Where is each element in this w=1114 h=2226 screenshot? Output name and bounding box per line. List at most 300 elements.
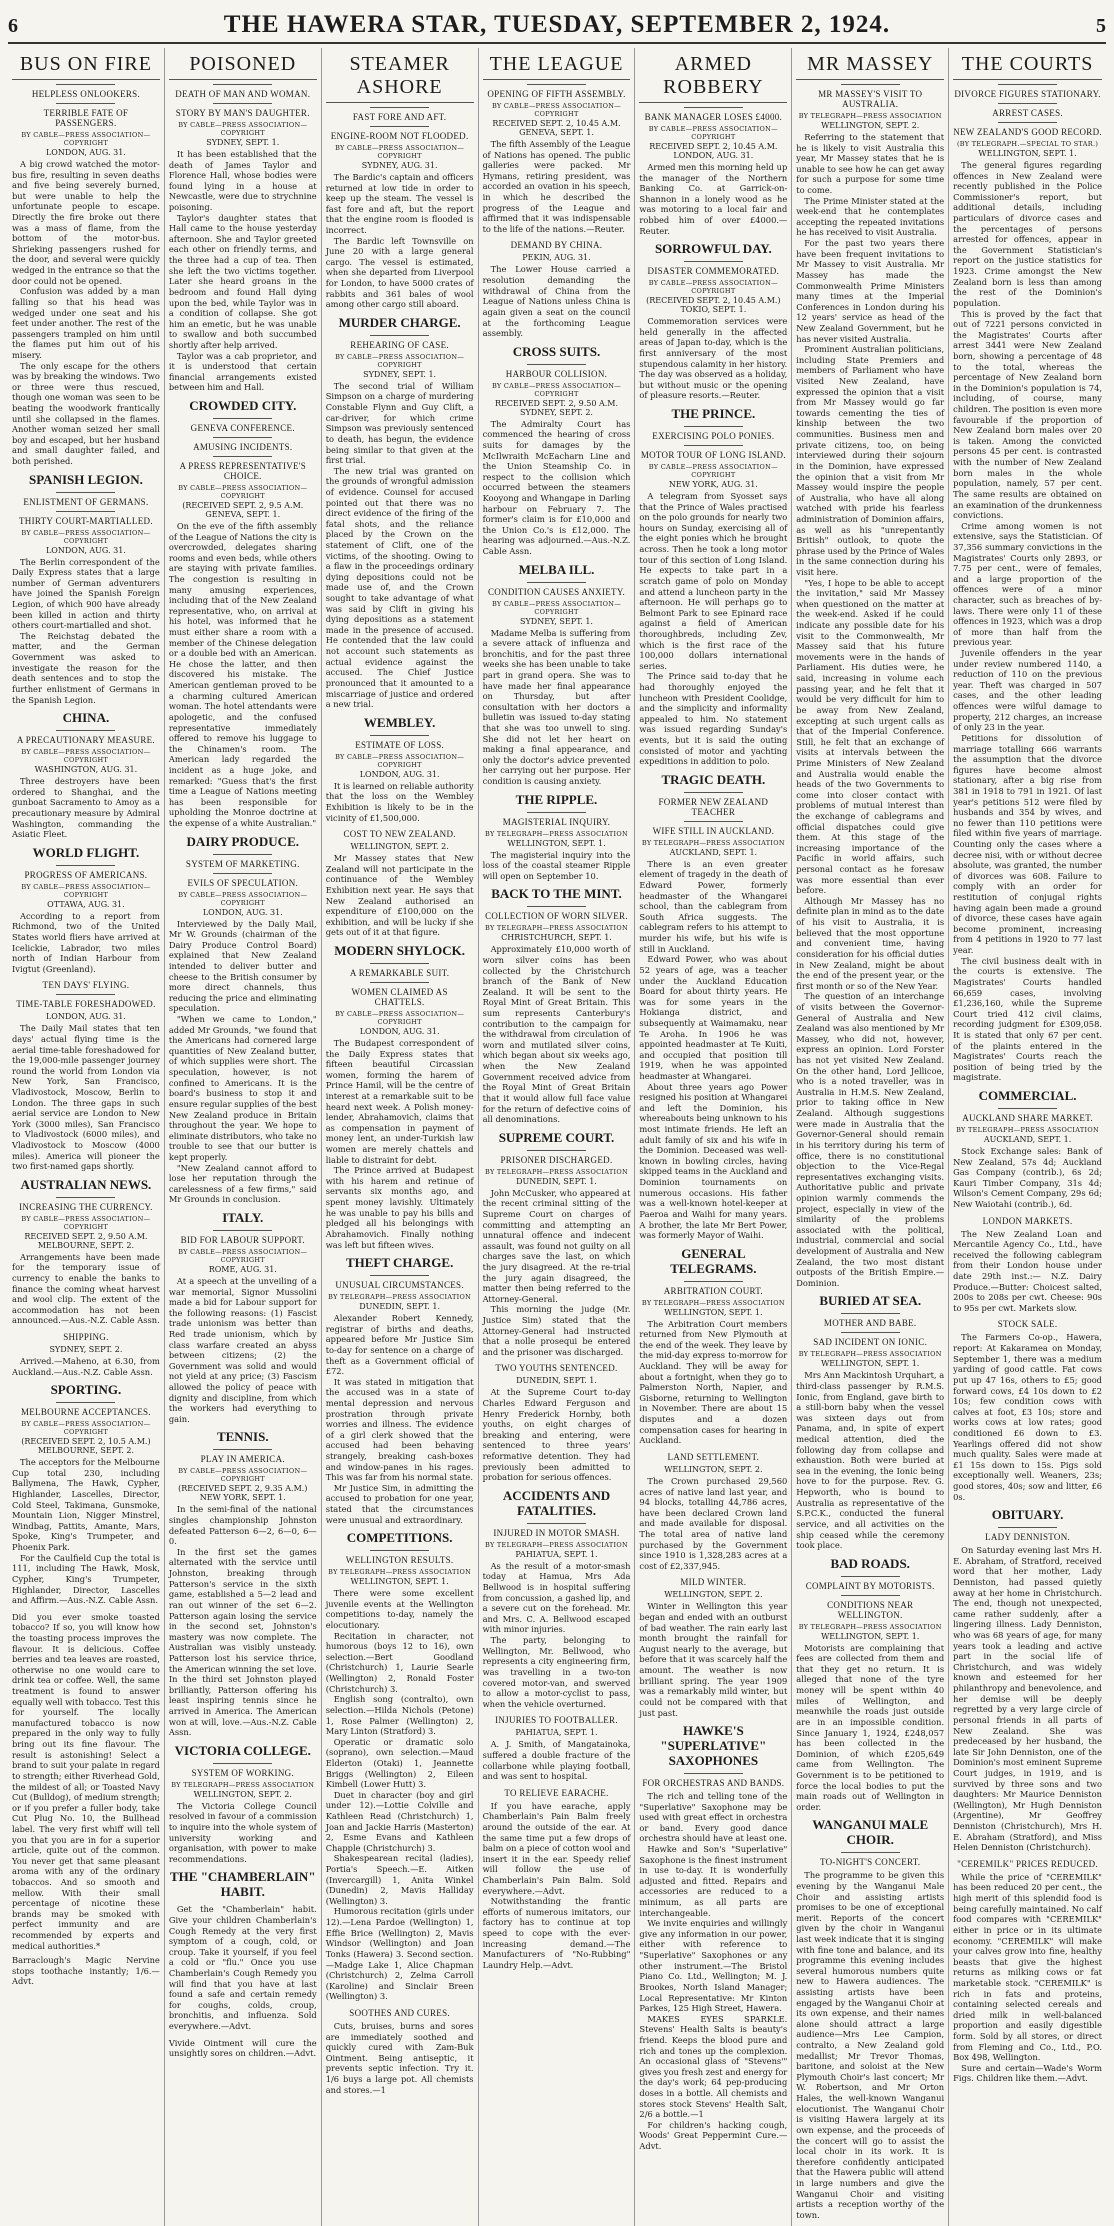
article-paragraph: "New Zealand cannot afford to lose her reputation through the carelessness of a few firms," said Mr Grounds in conclusion. [168,1162,317,1205]
article-subheading: EVILS OF SPECULATION. [187,877,299,888]
article-subheading: FORMER NEW ZEALAND TEACHER [658,796,769,817]
article-paragraph: The Budapest correspondent of the Daily Express states that fifteen beautiful Circassian women, forming the harem of Prince Hamil, will be the centre of interest at a remarkable suit to be heard next week. A Polish money-lender, Abrahamovich, claims that as compensation in payment of money lent, an under-Turkish law women are merely chattels and liable to distraint for debt. [325,1037,474,1165]
article-subheading: LAND SETTLEMENT. [667,1451,760,1462]
newspaper-columns [8,48,1106,2220]
dateline: WELLINGTON, SEPT. 1. [507,838,606,848]
article-subheading: EXERCISING POLO PONIES. [652,431,775,442]
article [169,1870,317,2031]
article-subheading: MOTOR TOUR OF LONG ISLAND. [640,450,786,461]
article-subheading: SYSTEM OF WORKING. [191,1767,295,1778]
article-subheading: STOCK SALE. [997,1319,1058,1330]
article-subheading: ARBITRATION COURT. [663,1285,763,1296]
article-paragraph: In the first set the games alternated with the service until Johnston, breaking through Patterson's service in the sixth game, established a 5—2 lead and ran out winner of the set 6—2. Patterson again losing the service in the second set, Johnston's mastery was now complete. The Australian was visibly unsteady. Patterson lost his service thrice, the American winning the set love. In the third set Johnston played brilliantly, Patterson offering his least inspiring tennis since he arrived in America. The American won at will, love.—Aus.-N.Z. Cable Assn. [168,1546,317,1738]
article [12,473,160,705]
article [12,980,160,1172]
dateline: SYDNEY, SEPT. 2. [49,1345,123,1355]
article-paragraph: Referring to the statement that he is likely to visit Australia this year, Mr Massey states that he is unable to see how he can get away for such a purpose for some time to come. [796,132,945,196]
article-paragraph: Petitions for dissolution of marriage totalling 666 warrants the assumption that the divorce figures have become almost stationary, after a big rise from 381 in 1918 to 791 in 1921. Of last year's petitions 512 were filed by husbands and 354 by wives, and no fewer than 110 petitions were filed within five years of marriage. Counting only the cases where a decree nisi, with or without decree absolute, was granted, the number of divorces was 608. Failure to comply with an order for restitution of conjugal rights having again been made a ground of divorce, these cases have again become prominent, increasing from 4 petitions in 1920 to 77 last year. [953,732,1102,956]
article-subheading: A REMARKABLE SUIT. [349,967,450,978]
article-subheading: COST TO NEW ZEALAND. [343,829,456,840]
dateline: WELLINGTON, SEPT. 2. [664,1590,763,1600]
divider [370,126,429,127]
article-paragraph: It has been established that the death of James Taylor and Florence Hall, whose bodies were found lying in a house at Newcastle, were due to strychnine poisoning. [168,149,317,213]
article-subheading: TWO YOUTHS SENTENCED. [495,1363,618,1374]
agency-credit: BY CABLE—PRESS ASSOCIATION—COPYRIGHT [648,279,778,296]
dateline: (RECEIVED SEPT. 2, 9.35 A.M.) NEW YORK, SEPT. 1. [178,1484,308,1503]
article-paragraph: "When we came to London," added Mr Grounds, "we found that the Americans had cornered large quantities of New Zealand butter, of which supplies were short. The speculation, however, is not confined to Americans. It is the board's business to stop it and ensure regular supplies of the best New Zealand produce in Britain throughout the year. We hope to eliminate distributors, who take no trouble to see that our butter is kept properly. [168,1014,317,1162]
divider [527,1150,586,1151]
divider [370,1275,429,1276]
article-headline: WEMBLEY. [363,714,436,730]
divider [684,261,743,262]
article-paragraph: Shakespearean recital (ladies), Portia's Speech.—E. Aitken (Invercargill) 1, Anita Winkel (Dunedin) 2, Mavis Halliday (Wellington) 3. [325,1853,474,1906]
dateline: OTTAWA, AUG. 31. [47,899,125,909]
dateline: LONDON, AUG. 31. [45,148,126,157]
agency-credit: BY CABLE—PRESS ASSOCIATION—COPYRIGHT [491,599,622,616]
article-paragraph: The Bardic's captain and officers returned at low tide in order to keep up the steam. The vessel is fast fore and aft, but the report that the engine room is flooded is incorrect. [325,172,474,236]
article [953,1089,1102,1210]
article-headline: THE PRINCE. [671,406,756,422]
column [8,48,165,2226]
article-paragraph: Recitation in character, not humorous (boys 12 to 16), own selection.—Bert Goodland (Christchurch) 1, Laurie Searle (Wellington) 2, Ronald Foster (Christchurch) 3. [325,1630,474,1694]
article-paragraph: The programme to be given this evening by the Wanganui Male Choir and assisting artists promises to be one of exceptional merit. Reports of the concert given by the choir in Wanganui last week indicate that it is singing with fine tone and balance, and its programme this evening includes several humorous numbers quite new to Hawera audiences. The assisting artists have been engaged by the Wanganui Choir at its own expense, and their names alone should attract a large audience—Mrs Lee Campion, contralto, a New Zealand gold medallist; Mr Trevor Thomas, baritone, and soloist at the New Plymouth Choir's last concert; Mr W. Robertson, and Mr Orton Hales, the well-known Wanganui elocutionist. The Wanganui Choir is visiting Hawera largely at its own expense, and the proceeds of the concert will go to assist the local choir in its work. It is therefore confidently anticipated that the Hawera public will attend in large numbers and give the Wanganui Choir and visiting artists a reception worthy of the town. [796,1870,945,2220]
divider [370,735,429,736]
divider [213,873,272,874]
dateline: DUNEDIN, SEPT. 1. [359,1302,440,1312]
article-paragraph: The Farmers Co-op., Hawera, report: At Kakaramea on Monday, September 1, there was a medium yarding of good cattle. Fat cows put up 47 16s, others to £5; good forward cows, £4 10s down to £2 10s; few condition cows with calves at foot, £3 10s; store and works cows at low rates; good conditioned £6 down to £3. Yearlings offered did not show much quality. Sales were made at £1 15s down to 15s. Pigs sold exceptionally well. Weaners, 23s; good stores, 40s; sow and litter, £6 0s. [953,1332,1102,1502]
divider [370,963,429,964]
divider [213,84,272,85]
article-paragraph: This is proved by the fact that out of 7221 persons convicted in the Magistrates' Courts after arrest 3441 were New Zealand born, showing a percentage of 48 to the total, whereas the percentage of New Zealand born in the Dominion's population is 74, including, of course, many children. The position is even more favourable if the proportion of New Zealand born males over 20 is taken. Among the convicted persons 45 per cent. is contrasted with the number of New Zealand born males in the whole population, namely, 57 per cent. The same results are obtained on an examination of the drunkenness convictions. [953,308,1102,521]
dateline: LONDON, AUG. 31. [45,1012,126,1022]
article-subheading: SHIPPING. [63,1332,109,1343]
article-subheading: HELPLESS ONLOOKERS. [31,89,141,99]
article-subheading: CONDITIONS NEAR WELLINGTON. [827,1599,914,1620]
dateline: LONDON, AUG. 31. [359,1026,440,1036]
divider [684,426,743,427]
article [639,1577,787,1718]
article-paragraph: Juvenile offenders in the year under review numbered 1140, a reduction of 110 on the previous year. Theft was charged in 507 cases, and the other leading offences were wilful damage to property, 212 charges, an increase of only 23 in the year. [953,648,1102,733]
divider [213,1763,272,1764]
divider [56,994,115,995]
article-subheading: TEN DAYS' FLYING. [42,980,130,991]
article-paragraph: There were some excellent juvenile events at the Wellington competitions to-day, namely the elocutionary. [325,1588,474,1631]
article [953,1216,1102,1314]
article-headline: THEFT CHARGE. [345,1255,454,1271]
dateline: RECEIVED SEPT. 2, 9.50 A.M. MELBOURNE, SEPT. 2. [24,1231,148,1250]
article-subheading: COLLECTION OF WORN SILVER. [485,911,628,922]
divider [841,1595,900,1596]
agency-credit: BY TELEGRAPH—PRESS ASSOCIATION [485,1540,628,1549]
article-paragraph: The acceptors for the Melbourne Cup total 230, including Ballymena, The Hawk, Cypher, Highlander, Lascelles, Director, Cold Steel, Takimana, Gunsmoke, Mountain Lion, Nigger Minstrel, Windbag, Pattits, Amante, Mars, Spoke, King's Trumpeter, and Phoenix Park. [12,1457,160,1553]
divider [213,418,272,419]
dateline: AUCKLAND, SEPT. 1. [983,1134,1072,1144]
article-subheading: UNUSUAL CIRCUMSTANCES. [335,1280,464,1291]
article-subheading: TO-NIGHT'S CONCERT. [819,1857,921,1868]
agency-credit: BY CABLE—PRESS ASSOCIATION—COPYRIGHT [491,381,622,398]
article-paragraph: John McCusker, who appeared at the recent criminal sitting of the Supreme Court on charges of committing and attempting an unnatural offence and indecent assault, was found not guilty on all charges save the last, on which the jury disagreed. At the re-trial the jury again disagreed, the matter then being referred to the Attorney-General. [482,1187,631,1304]
article-paragraph: A big crowd watched the motor-bus fire, resulting in seven deaths and five being severely burned, but were unable to help the unfortunate people to escape. Directly the fire broke out there was a mass of flame, from the bottom of the motor-bus. Shrieking passengers rushed for the door, and several were quickly wedged in the entrance so that the door could not be opened. [12,159,160,286]
article-paragraph: The only escape for the others was by breaking the windows. Two or three were thus rescued, though one woman was seen to be beating the woodwork frantically until she collapsed in the flames. Another woman seized her small boy and escaped, but her husband and small daughter failed, and both perished. [12,360,160,467]
article-paragraph: Stock Exchange sales: Bank of New Zealand, 57s 4d; Auckland Gas Company (contrib.), 6s 2d; Kauri Timber Company, 31s 4d; Wilson's Cement Company, 29s 6d; New Waiotahi (contrib.), 6d. [953,1145,1102,1209]
article-paragraph: The general figures regarding offences in New Zealand were recently published in the Police Commissioner's report, but additional details, including particulars of divorce cases and the percentages of persons arrested for offences, appear in the Government Statistician's report on the justice statistics for 1923. Crime amongst the New Zealand born is less than among the rest of the Dominion's population. [953,160,1102,308]
agency-credit: BY TELEGRAPH—PRESS ASSOCIATION [641,838,785,847]
agency-credit: BY TELEGRAPH—PRESS ASSOCIATION [485,1167,628,1176]
dateline: ROME, AUG. 31. [208,1264,277,1274]
article-subheading: DISASTER COMMEMORATED. [647,266,780,277]
article-paragraph: The new trial was granted on the grounds of wrongful admission of evidence. Counsel for accused pointed out that there was no direct evidence of the firing of the fatal shots, and the reliance placed by the Crown on the statement of Clift, one of the victims, of the shooting. Owing to a flaw in the proceedings ordinary dying depositions could not be made use of, and the Crown sought to take advantage of what was said by Clift in giving his dying depositions as a statement made in the presence of accused. He contended that the law could not account such statements as actual evidence against the accused. The Chief Justice pronounced that it amounted to a miscarriage of justice and ordered a new trial. [325,465,474,710]
article-headline: THE LEAGUE [483,53,631,80]
dateline: CHRISTCHURCH, SEPT. 1. [501,933,612,943]
divider [998,122,1058,123]
article-subheading: PRISONER DISCHARGED. [500,1154,613,1165]
column [949,48,1106,2226]
divider [998,1108,1058,1109]
article-paragraph: Mr Justice Sim, in admitting the accused to probation for one year, stated that the circumstances were unusual and extraordinary. [325,1482,474,1525]
advertisement: Barraclough's Magic Nervine stops toothache instantly; 1/6.—Advt. [12,1955,160,1987]
article-paragraph: Prominent Australian politicians, including State Premiers and members of Parliament who have visited New Zealand, have expressed the opinion that a visit from Mr Massey would go far towards cementing the ties of kinship between the two communities. Business men and private citizens, too, on being interviewed during their sojourn in the Dominion, have expressed the opinion that a visit from Mr Massey would inspire the people of Australia, who have all along watched with pride his fearless administration of Dominion affairs, as well as his "unrepentantly British" outlook, to quote the phrase used by the Prince of Wales in the same connection during his visit here. [796,344,945,577]
article-paragraph: It was stated in mitigation that the accused was in a state of mental depression and nervous prostration through private worries and illness. The evidence of a girl clerk showed that the accused had been behaving strangely, breaking cash-boxes and window-panes in his rages. This was far from his normal state. [325,1376,474,1483]
article [326,316,474,710]
article-subheading: ENLISTMENT OF GERMANS. [23,496,149,507]
agency-credit: BY TELEGRAPH—PRESS ASSOCIATION [641,1298,785,1307]
dateline: PAHIATUA, SEPT. 1. [515,1549,598,1559]
article [169,1211,317,1424]
article-paragraph: Alexander Robert Kennedy, registrar of births and deaths, appeared before Mr Justice Sim to-day for sentence on a charge of theft as a Government official of £72. [325,1313,474,1377]
article [639,773,787,1241]
article-subheading: WIFE STILL IN AUCKLAND. [652,825,775,836]
divider [56,84,115,85]
article [326,1256,474,1525]
article-paragraph: Hawke and Son's "Superlative" Saxophone is the finest instrument in use to-day. It is wonderfully adjusted and fitted. Repairs and accessories are reduced to a minimum, as all parts are interchangeable. [639,1843,788,1918]
article-paragraph: This morning the judge (Mr. Justice Sim) stated that the Attorney-General had instructed that a nolle prosequi be entered and the prisoner was discharged. [482,1304,631,1357]
dateline: SYDNEY, AUG. 31. [361,161,438,170]
article [483,53,631,234]
article-headline: BUS ON FIRE [12,53,160,80]
article-headline: VICTORIA COLLEGE. [174,1742,311,1758]
agency-credit: BY TELEGRAPH—PRESS ASSOCIATION [956,1125,1100,1134]
article [639,1724,787,2152]
article-paragraph: Humorous recitation (girls under 12).—Lena Pardoe (Wellington) 1, Effie Brice (Wellington) 2, Mavis Windsor (Wellington) and Joan Tonks (Hawera) 3. Second section.—Madge Lake 1, Alice Chapman (Christchurch) 2, Zelma Carroll (Karoline) and Sinclair Breen (Wellington) 3. [325,1906,474,2002]
article-headline: CROSS SUITS. [512,343,601,359]
article-paragraph: On the eve of the fifth assembly of the League of Nations the city is overcrowded, delegates sharing rooms and even beds, while others are staying with private families. The congestion is resulting in many amusing experiences, including that of the New Zealand representative, who, on arrival at his hotel, was informed that he must either share a room with a member of the Chinese delegation or a double bed with an American. He chose the latter, and then discovered his mistake. The American gentleman proved to be a charming cultured American woman. The hotel attendants were apologetic, and the confused representative immediately offered to remove his luggage to the Chinamen's room. The American lady regarded the incident as a huge joke, and remarked: "Guess that's the first time a League of Nations meeting has been responsible for upholding the Monroe doctrine at the expense of a white Australian." [168,520,317,829]
article-subheading: INJURED IN MOTOR SMASH. [493,1527,620,1538]
article-paragraph: The Bardic left Townsville on June 20 with a large general cargo. The vessel is estimated, when she departed from Liverpool for London, to have 5000 crates of rabbits and 361 bales of wool among other cargo still aboard. [325,235,474,310]
agency-credit: BY CABLE—PRESS ASSOCIATION—COPYRIGHT [648,125,778,141]
agency-credit: BY CABLE—PRESS ASSOCIATION—COPYRIGHT [21,1420,151,1437]
article-paragraph: Winter in Wellington this year began and ended with an outburst of bad weather. The rain early last month brought the rainfall for August nearly to the average, but before that it was scarcely half the amount. The weather is now brilliant spring. The year 1909 was a remarkably mild winter, but could not be compared with that just past. [639,1601,788,1718]
agency-credit: BY CABLE—PRESS ASSOCIATION—COPYRIGHT [491,102,622,118]
left-mark: 6 [8,15,18,37]
article [639,1452,787,1571]
article-paragraph: Notwithstanding the frantic efforts of numerous imitators, our factory has to continue at top speed to cope with the ever-increasing demand.—The Manufacturers of "No-Rubbing" Laundry Help.—Advt. [482,1896,631,1970]
dateline: SYDNEY, SEPT. 1. [206,138,280,147]
article-headline: SUPREME COURT. [498,1129,615,1145]
article [483,887,631,1124]
agency-credit: BY CABLE—PRESS ASSOCIATION—COPYRIGHT [21,748,151,765]
agency-credit: BY CABLE—PRESS ASSOCIATION—COPYRIGHT [335,144,465,160]
dateline: RECEIVED SEPT. 2, 10.45 A.M. GENEVA, SEPT. 1. [492,119,621,137]
dateline: LONDON, AUG. 31. [359,769,440,779]
article-paragraph: The magisterial inquiry into the loss of the coastal steamer Ripple will open on September 10. [482,849,631,881]
article-subheading: WELLINGTON RESULTS. [345,1555,454,1566]
agency-credit: BY TELEGRAPH—PRESS ASSOCIATION [328,1293,472,1302]
agency-credit: BY CABLE—PRESS ASSOCIATION—COPYRIGHT [178,1467,308,1484]
agency-credit: BY TELEGRAPH—PRESS ASSOCIATION [328,1568,472,1577]
agency-credit: BY CABLE—PRESS ASSOCIATION—COPYRIGHT [21,1214,151,1231]
article-headline: TENNIS. [216,1429,269,1445]
agency-credit: BY TELEGRAPH—PRESS ASSOCIATION [485,924,628,933]
divider [684,107,743,108]
divider [684,821,743,822]
divider [684,792,743,793]
divider [684,1281,743,1282]
article-paragraph: The question of an interchange of visits between the Governor-General of Australia and New Zealand was also mentioned by Mr Massey, who did not, however, express an opinion. Lord Forster has not yet visited New Zealand. On the other hand, Lord Jellicoe, who is a noted traveller, was in Australia in H.M.S. New Zealand, prior to taking office in New Zealand. Although suggestions were made in Australia that the Governor-General should remain in his territory during his term of office, there is no constitutional objection to the Vice-Regal representatives exchanging visits. Authoritative public and private opinion warmly commends the project, especially in view of the similarity of the problems associated with the political, industrial, commercial and social development of Australia and New Zealand, the two most distant outposts of the British Empire.—Dominion. [796,991,945,1288]
article-paragraph: Duet in character (boy and girl under 12).—Lottie Colville and Kathleen Read (Christchurch) 1, Joan and Jackie Harris (Masterton) 2, Esme Evans and Kathleen Chapple (Christchurch) 3. [325,1789,474,1853]
article-headline: THE RIPPLE. [515,791,598,807]
dateline: PAHIATUA, SEPT. 1. [515,1728,598,1738]
dateline: SYDNEY, SEPT. 1. [520,616,593,626]
divider [56,511,115,512]
article-paragraph: We invite enquiries and willingly give any information in our power, either with reference to "Superlative" Saxophones or any other instrument.—The Bristol Piano Co. Ltd., Wellington; M. J. Brookes, North Island Manager; Local Representative: Mr Kinton Parkes, 125 High Street, Hawera. [639,1918,788,2014]
advertisement: Vivide Ointment will cure the unsightly sores on children.—Advt. [168,2037,317,2059]
article [483,1715,631,1781]
article-subheading: GENEVA CONFERENCE. [190,422,295,433]
article-subheading: FAST FORE AND AFT. [352,112,447,122]
article [639,1247,787,1446]
article-paragraph: The civil business dealt with in the courts is extensive. The Magistrates' Courts handled 66,659 cases, involving £1,236,160, while the Supreme Court tried 412 civil claims, recording judgment for £309,058. It is stated that only 67 per cent. of the plaints entered in the Magistrates' Courts reach the position of being tried by the magistrate. [953,955,1102,1083]
dateline: AUCKLAND, SEPT. 1. [669,847,758,857]
article [169,835,317,1205]
article-subheading: ENGINE-ROOM NOT FLOODED. [330,131,469,141]
column [792,48,949,2226]
masthead [8,6,1106,44]
dateline: WELLINGTON, SEPT. 2. [350,842,449,852]
article-paragraph: A. J. Smith, of Mangatainoka, suffered a double fracture of the collarbone while playing football, and was sent to hospital. [482,1739,631,1782]
article-paragraph: The Admiralty Court has commenced the hearing of cross suits for damages by the McIlwraith McEacharn Line and the Union Steamship Co. in respect to the collision which occurred between the steamers Kooyong and Whangape in Darling harbour on February 7. The former's claim is for £10,000 and the Union Co.'s is £12,000. The hearing was adjourned.—Aus.-N.Z. Cable Assn. [482,418,631,556]
article-paragraph: MAKES EYES SPARKLE. Stevens' Health Salts is beauty's friend. Keeps the blood pure and rich and tones up the complexion. An occasional glass of "Stevens'" gives you fresh zest and energy for the day's work; 64 pep-producing doses in a bottle. All chemists and stores stock Stevens' Health Salt, 2/6 a bottle.—1 [639,2013,788,2120]
article-subheading: FOR ORCHESTRAS AND BANDS. [642,1777,785,1788]
article-subheading: HARBOUR COLLISION. [505,368,608,379]
divider [56,865,115,866]
article-headline: OBITUARY. [991,1507,1064,1523]
article-subheading: AMUSING INCIDENTS. [193,441,293,452]
divider [527,1523,586,1524]
article [483,793,631,882]
article-subheading: "CEREMILK" PRICES REDUCED. [957,1858,1099,1869]
article [12,711,160,840]
article-paragraph: While the price of "CEREMILK" has been reduced 20 per cent., the high merit of this splendid food is being carefully maintained. No calf food compares with "CEREMILK" either in price or in its ultimate economy. "CEREMILK" will make your calves grow into fine, healthy beasts that give the highest returns as milking cows or fat marketable stock. "CEREMILK" is rich in fats and proteins, containing selected cereals and dried milk in well-balanced proportion and easily digestible form. Sold by all stores, or direct from Fleming and Co., Ltd., P.O. Box 498, Wellington. [953,1871,1102,2063]
agency-credit: BY CABLE—PRESS ASSOCIATION—COPYRIGHT [178,121,308,137]
article-subheading: REHEARING OF CASE. [350,339,449,350]
agency-credit: BY CABLE—PRESS ASSOCIATION—COPYRIGHT [335,752,465,769]
dateline: (RECEIVED SEPT. 2, 10.45 A.M.) TOKIO, SEPT. 1. [646,296,781,315]
article-paragraph: The second trial of William Simpson on a charge of murdering Constable Flynn and Guy Clift, a car-driver, for which crime Simpson was previously sentenced to death, has begun, the evidence being similar to that given at the first trial. [325,380,474,466]
article-paragraph: Edward Power, who was about 52 years of age, was a teacher under the Auckland Education Board for about thirty years. He was for some years in the Hokianga district, and subsequently at Waimamaku, near Te Aroha. In 1906 he was appointed headmaster at Te Kuiti, and occupied that position till 1919, when he was appointed headmaster at Whangarei. [639,954,788,1081]
article-subheading: COMPLAINT BY MOTORISTS. [805,1580,935,1591]
article [796,1557,944,1813]
article-subheading: SYSTEM OF MARKETING. [185,858,300,869]
article-headline: MURDER CHARGE. [338,314,461,330]
article-headline: DAIRY PRODUCE. [186,833,299,849]
article-subheading: A PRESS REPRESENTATIVE'S CHOICE. [179,460,307,481]
article-subheading: LONDON MARKETS. [982,1215,1073,1226]
article [326,944,474,1250]
article-subheading: AUCKLAND SHARE MARKET. [962,1112,1093,1123]
article-paragraph: The Crown purchased 29,560 acres of native land last year, and 94 blocks, totalling 44,786 acres, have been declared Crown land and made available for disposal. The total area of native land purchased by the Government since 1910 is 1,328,283 acres at a cost of £2,337,945. [639,1475,788,1571]
article-paragraph: Confusion was added by a man falling so that his head was wedged under one seat and his feet under another. The rest of the passengers trampled on him until the flames put him out of his misery. [12,286,160,360]
divider [56,1197,115,1198]
dateline: WELLINGTON, SEPT. 1. [821,1631,920,1641]
article-headline: WORLD FLIGHT. [32,844,140,860]
divider [841,1332,900,1333]
article [483,345,631,557]
column [322,48,479,2226]
article-subheading: PROGRESS OF AMERICANS. [24,869,148,880]
article [483,563,631,787]
article-paragraph: For the past two years there have been frequent invitations to Mr Massey to visit Australia. Mr Massey has made the Commonwealth Prime Ministers many times at the Imperial Conferences in London during his 12 years' service as head of the New Zealand Government, but he has never visited Australia. [796,238,945,344]
article-paragraph: At a speech at the unveiling of a war memorial, Signor Mussolini made a bid for Labour support for the following reasons: (1) Fascist trade unionism was better than Red trade unionism, which by class warfare created an abyss between citizens; (2) the Government was solid and would not yield at any price; (3) Fascism allowed the policy of peace with dignity and discipline, from which the workers had everything to gain. [168,1275,317,1424]
agency-credit: BY CABLE—PRESS ASSOCIATION—COPYRIGHT [21,882,151,899]
article-subheading: TERRIBLE FATE OF PASSENGERS. [43,108,129,128]
divider [370,107,429,108]
article-headline: THE COURTS [953,53,1102,80]
article [169,53,317,393]
divider [998,103,1058,104]
article-subheading: STORY BY MAN'S DAUGHTER. [175,108,310,118]
article-headline: MR MASSEY [796,53,944,80]
article [639,407,787,767]
agency-credit: BY TELEGRAPH—PRESS ASSOCIATION [798,112,942,120]
dateline: DUNEDIN, SEPT. 1. [516,1176,597,1186]
article [169,399,317,829]
article-paragraph: Three destroyers have been ordered to Shanghai, and the gunboat Sacramento to Amoy as a precautionary measure by Admiral Washington, commanding the Asiatic Fleet. [12,776,160,840]
agency-credit: (BY TELEGRAPH.—SPECIAL TO STAR.) [956,140,1099,148]
article-subheading: PLAY IN AMERICA. [200,1454,285,1465]
article-subheading: BANK MANAGER LOSES £4000. [644,112,783,122]
article-paragraph: Interviewed by the Daily Mail, Mr W. Grounds (chairman of the Dairy Produce Control Board) explained that New Zealand intended to deliver butter and cheese to the British consumer by more direct channels, thus reducing the price and eliminating speculation. [168,918,317,1014]
divider [527,84,586,85]
divider [684,1773,743,1774]
divider [841,1852,900,1853]
column [165,48,322,2226]
article [169,1430,317,1737]
advertisement: Did you ever smoke toasted tobacco? If so, you will know how the toasting process improves the flavour. It is delicious. Coffee berries and tea leaves are roasted, otherwise no one would care to drink tea or coffee. Well, the same treatment is found to answer equally well with tobacco. Test this for yourself. The locally manufactured tobacco is now prepared in the only way to fully bring out its fine flavour. The result is astonishing! Select a brand to suit your palate in regard to strength; either Riverhead Gold, the mildest of all; or Toasted Navy Cut (Bulldog), of medium strength; or if you prefer a fuller body, take Cut Plug No. 10, the Bullhead label. The very first whiff will tell you that you are in for a superior article, quite out of the common. You never get that same pleasant aroma with any of the ordinary tobaccos. And so smooth and mellow. With their small percentage of nicotine these brands may be smoked with perfect immunity and are recommended by experts and medical authorities.* [12,1611,160,1951]
agency-credit: BY CABLE—PRESS ASSOCIATION—COPYRIGHT [178,1247,308,1264]
article-paragraph: The Reichstag debated the matter, and the German Government was asked to investigate the reason for the death sentences and to stop the further enlistment of Germans in the Spanish Legion. [12,630,160,705]
article-paragraph: It is learned on reliable authority that the loss on the Wembley Exhibition is likely to be in the vicinity of £1,500,000. [325,780,474,823]
article-subheading: DIVORCE FIGURES STATIONARY. [954,89,1101,99]
article-paragraph: English song (contralto), own selection.—Hilda Nichols (Petone) 1, Rose Palmer (Wellington) 2, Mary Linton (Stratford) 3. [325,1694,474,1737]
article [953,1319,1102,1502]
article-headline: BACK TO THE MINT. [491,886,622,902]
divider [56,103,115,104]
article-paragraph: At the Supreme Court to-day Charles Edward Ferguson and Henry Frederick Hornby, both youths, on eight charges of breaking and entering, were sentenced to three years' reformative detention. They had previously been admitted to probation for serious offences. [482,1387,631,1483]
divider [684,445,743,446]
divider [56,1402,115,1403]
article-subheading: LADY DENNISTON. [985,1532,1071,1543]
dateline: RECEIVED SEPT. 2, 9.50 A.M. SYDNEY, SEPT. 2. [494,398,619,417]
dateline: LONDON, AUG. 31. [202,907,283,917]
article [12,846,160,975]
divider [213,437,272,438]
article-subheading: MOTHER AND BABE. [823,1318,917,1329]
article-headline: HAWKE'S "SUPERLATIVE" SAXOPHONES [660,1723,767,1768]
article-paragraph: Get the "Chamberlain" habit. Give your children Chamberlain's Cough Remedy at the very first symptom of a cough, cold, or croup. Take it yourself, if you feel a cold or "flu." Once you use Chamberlain's Cough Remedy you will find that you have at last found a safe and certain remedy for coughs, colds, croup, bronchitis, and influenza. Sold everywhere.—Advt. [168,1904,317,2031]
article-subheading: THIRTY COURT-MARTIALLED. [18,515,153,526]
article-headline: MELBA ILL. [518,561,595,577]
article-paragraph: Commemoration services were held generally in the affected areas of Japan to-day, which is the first anniversary of the most stupendous calamity in her history. The day was observed as a holiday, but without music or the opening of pleasure resorts.—Reuter. [639,316,788,401]
article-paragraph: Taylor's daughter states that Hall came to the house yesterday afternoon. She and Taylor greeted each other on friendly terms, and the three had a cup of tea. Then she left the two victims together. Later she heard groans in the bedroom and found Hall dying upon the bed, while Taylor was in a condition of collapse. She got him an emetic, but he was unable to swallow and both succumbed shortly after help arrived. [168,212,317,350]
divider [56,492,115,493]
article-headline: BURIED AT SEA. [819,1293,922,1309]
article-subheading: NEW ZEALAND'S GOOD RECORD. [953,127,1102,137]
agency-credit: BY TELEGRAPH—PRESS ASSOCIATION [485,829,628,838]
agency-credit: BY CABLE—PRESS ASSOCIATION—COPYRIGHT [335,1009,465,1026]
newspaper-title: THE HAWERA STAR, TUESDAY, SEPTEMBER 2, 1924. [223,11,891,38]
article-headline: CHINA. [62,710,110,726]
divider [527,582,586,583]
divider [998,1527,1058,1528]
article-headline: ARMED ROBBERY [639,53,787,103]
divider [213,103,272,104]
article-headline: ACCIDENTS AND FATALITIES. [502,1487,611,1518]
article-paragraph: For the Caulfield Cup the total is 111, including The Hawk, Mosk, Cypher, King's Trumpeter, Highlander, Director, Lascelles and Affirm.—Aus.-N.Z. Cable Assn. [12,1552,160,1606]
article-paragraph: Arrangements have been made for the temporary issue of currency to enable the banks to finance the coming wheat harvest and wool clip. The extent of the accommodation has not been announced.—Aus.-N.Z. Cable Assn. [12,1251,160,1326]
article-headline: SORROWFUL DAY. [654,241,772,257]
dateline: DUNEDIN, SEPT. 1. [516,1376,597,1386]
article-paragraph: Operatic or dramatic solo (soprano), own selection.—Maud Elderton (Otaki) 1, Jeannette Briggs (Wellington) 2, Eileen Kimbell (Lower Hutt) 3. [325,1736,474,1790]
article-paragraph: The Prince said to-day that he had thoroughly enjoyed the luncheon with President Coolidge, and the simplicity and informality appealed to him. No statement was issued regarding Sunday's events, but it is said the outing consisted of motor and yachting expeditions in addition to polo. [639,671,788,767]
article-headline: CROWDED CITY. [189,398,297,414]
divider [841,84,900,85]
article-subheading: TO RELIEVE EARACHE. [504,1787,609,1798]
divider [370,335,429,336]
dateline: (RECEIVED SEPT. 2, 9.5 A.M. GENEVA, SEPT. 1. [182,500,304,519]
article-paragraph: Taylor was a cab proprietor, and it is understood that certain financial arrangements existed between him and Hall. [168,350,317,393]
article-paragraph: In the semi-final of the national singles championship Johnston defeated Patterson 6—2, 6—0, 6—0. [168,1504,317,1547]
dateline: NEW YORK, AUG. 31. [668,480,758,490]
article-subheading: DEMAND BY CHINA. [510,240,603,251]
article-subheading: A PRECAUTIONARY MEASURE. [16,735,155,746]
dateline: WELLINGTON, SEPT. 1. [664,1307,763,1317]
agency-credit: BY CABLE—PRESS ASSOCIATION—COPYRIGHT [178,890,308,907]
article-paragraph: Arrived.—Maheno, at 6.30, from Auckland.—Aus.-N.Z. Cable Assn. [12,1356,160,1377]
article [953,53,1102,1083]
article-subheading: MELBOURNE ACCEPTANCES. [20,1407,151,1418]
divider [56,730,115,731]
article-paragraph: Mrs Ann Mackintosh Urquhart, a third-class passenger by R.M.S. Ionic, from England, gave birth to a still-born baby when the vessel was sixteen days out from Panama, and, in spite of expert medical attention, died the following day from collapse and exhaustion. Both were buried at sea in the evening, the Ionic being hove to for the purpose. Rev. G. Hepworth, who is bound to Australia as representative of the S.P.C.K., conducted the funeral service, and all activities on the ship ceased while the ceremony took place. [796,1370,945,1551]
article [639,242,787,401]
article-paragraph: There is an even greater element of tragedy in the death of Edward Power, formerly headmaster of the Whangarei school, than the cablegram from South Africa suggests. The cablegram refers to his attempt to murder his wife, but his wife is still in Auckland. [639,858,788,954]
dateline: (RECEIVED SEPT. 2, 10.5 A.M.) MELBOURNE, SEPT. 2. [21,1437,151,1456]
column [635,48,792,2226]
article-paragraph: For children's hacking cough, Woods' Great Peppermint Cure.—Advt. [639,2119,788,2152]
dateline: SYDNEY, SEPT. 1. [363,369,437,379]
article-subheading: INJURIES TO FOOTBALLER. [495,1715,618,1726]
article [953,1508,1102,1853]
dateline: WASHINGTON, AUG. 31. [34,765,138,775]
article-paragraph: The Lower House carried a resolution demanding the withdrawal of China from the League of Nations unless China is again given a seat on the council at the forthcoming League assembly. [482,264,631,339]
article [483,240,631,338]
divider [841,1313,900,1314]
article-paragraph: The party, belonging to Wellington, Mr. Bellwood, who represents a city engineering firm, was travelling in a two-ton covered motor-van, and swerved to allow a motor-cyclist to pass, when the vehicle overturned. [482,1635,631,1709]
agency-credit: BY CABLE—PRESS ASSOCIATION—COPYRIGHT [21,528,151,545]
article [796,53,944,1288]
article-subheading: WOMEN CLAIMED AS CHATTELS. [351,986,448,1007]
article-headline: BAD ROADS. [830,1555,910,1571]
divider [527,812,586,813]
